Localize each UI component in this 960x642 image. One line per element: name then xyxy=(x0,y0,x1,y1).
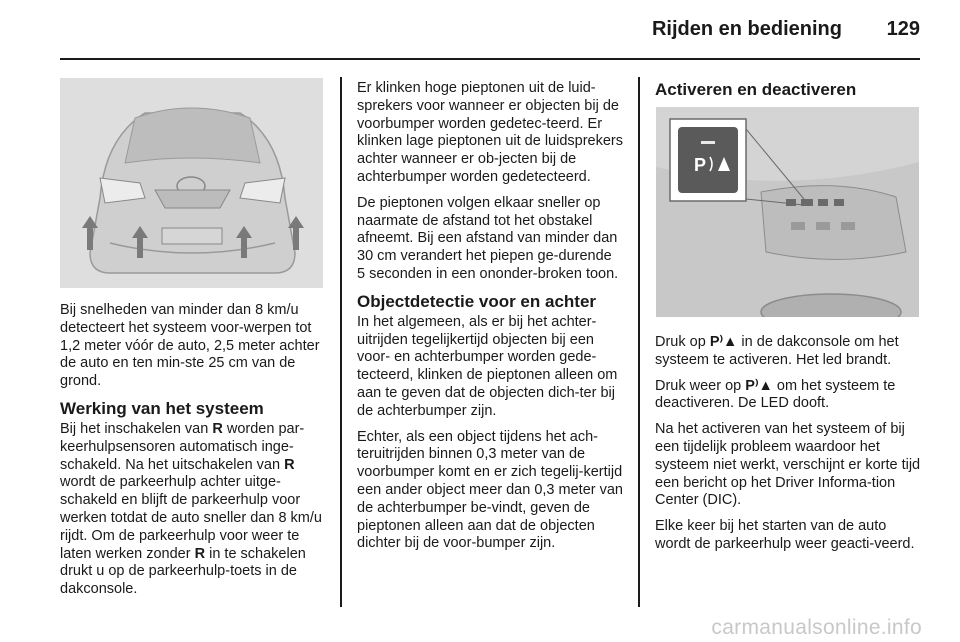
col3-paragraph-2: Druk weer op P⁾▲ om het systeem te deactiveren. De LED dooft. xyxy=(655,377,896,412)
col1-paragraph: Bij het inschakelen van R worden par-keerhulpsensoren automatisch inge-schakeld. Na het uitschakelen van R wordt de parkeerhulp achter uitge-schakeld en blijft de parkeerhulp voor werken totdat de auto sneller dan 8 km/u rijdt. Om de parkeerhulp voor weer te laten werken zonder R in te schakelen drukt u op de parkeerhulp-toets in de dakconsole. xyxy=(60,420,322,598)
col2-paragraph-4: Echter, als een object tijdens het ach-teruitrijden binnen 0,3 meter van de voorbumper komt en er zich tegelij-kertijd een ander object meer dan 0,3 meter van de achterbumper be-vindt, geven de pieptonen alleen aan dat de objecten dichter bij de voor-bumper zijn. xyxy=(357,428,623,552)
column-2 xyxy=(357,80,623,561)
roof-console-figure xyxy=(656,107,919,317)
park-assist-button-label: P xyxy=(694,155,707,175)
page-title: Rijden en bediening xyxy=(651,18,842,40)
park-assist-symbol: P⁾▲ xyxy=(745,377,773,394)
column-divider-1 xyxy=(340,77,342,607)
col3-heading: Activeren en deactiveren xyxy=(655,80,857,99)
column-divider-2 xyxy=(638,77,640,607)
header-divider xyxy=(60,58,920,60)
page-number: 129 xyxy=(886,18,920,40)
col2-paragraph-3: In het algemeen, als er bij het achter-uitrijden tegelijkertijd objecten bij een voor- en achterbumper worden gede-tecteerd, klinken de pieptonen alleen om aan te geven dat de objecten dich-ter bij de achterbumper zijn. xyxy=(357,313,618,419)
column-1 xyxy=(60,302,325,607)
reverse-gear-symbol: R xyxy=(212,420,223,437)
column-3-heading xyxy=(655,80,920,102)
watermark: carmanualsonline.info xyxy=(711,616,922,639)
column-3 xyxy=(655,334,922,562)
reverse-gear-symbol: R xyxy=(284,456,295,473)
reverse-gear-symbol: R xyxy=(194,545,206,562)
col2-paragraph-2: De pieptonen volgen elkaar sneller op naarmate de afstand tot het obstakel afneemt. Bij een afstand van minder dan 30 cm verandert het piepen ge-durende 5 seconden in een ononder-broken toon. xyxy=(357,194,619,282)
col2-heading: Objectdetectie voor en achter xyxy=(357,291,597,311)
col3-paragraph-3: Na het activeren van het systeem of bij een tijdelijk probleem waardoor het systeem niet werkt, verschijnt er korte tijd een bericht op het Driver Informa-tion Center (DIC). xyxy=(655,421,921,509)
col1-heading: Werking van het systeem xyxy=(60,398,264,418)
roof-console-button-icon xyxy=(656,107,919,317)
car-front-sensors-icon xyxy=(60,78,323,288)
col3-paragraph-4: Elke keer bij het starten van de auto wordt de parkeerhulp weer geacti-veerd. xyxy=(655,518,915,552)
col3-paragraph-1: Druk op P⁾▲ in de dakconsole om het systeem te activeren. Het led brandt. xyxy=(655,334,899,368)
col2-paragraph-1: Er klinken hoge pieptonen uit de luid-sprekers voor wanneer er objecten bij de voorbumper worden gedetec-teerd. Er klinken lage pieptonen uit de luidsprekers achter wanneer er ob-jecten bij de achterbumper worden gedetecteerd. xyxy=(357,80,624,185)
park-assist-symbol: P⁾▲ xyxy=(709,334,738,350)
col1-intro: Bij snelheden van minder dan 8 km/u detecteert het systeem voor-werpen tot 1,2 meter vóór de auto, 2,5 meter achter de auto en ten min-ste 25 cm van de grond. xyxy=(60,302,320,390)
car-sensors-figure xyxy=(60,78,323,288)
